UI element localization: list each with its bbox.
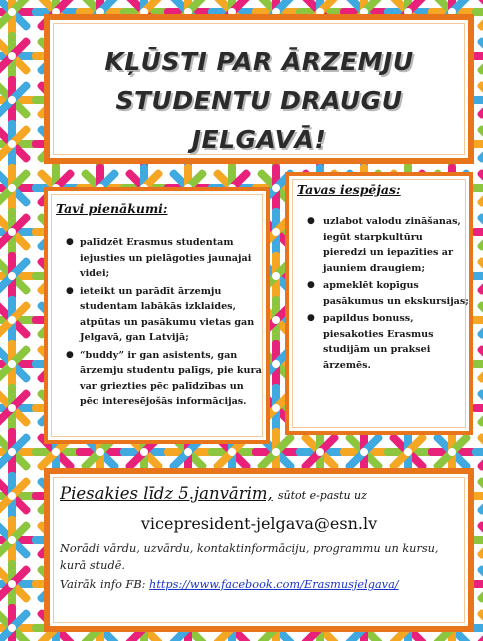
duty-text: “buddy” ir gan asistents, gan ārzemju studentu palīgs, pie kura var griezties pēc palīdzības un pēc interesējošās informācijas. — [80, 349, 262, 407]
opportunity-text: uzlabot valodu zināšanas, iegūt starpkultūru pieredzi un iepazīties ar jauniem draugiem; — [323, 216, 461, 274]
pattern-center — [8, 360, 16, 368]
pattern-star — [0, 0, 36, 36]
apply-panel — [44, 468, 474, 632]
pattern-star — [472, 164, 483, 212]
pattern-center — [272, 360, 280, 368]
pattern-star — [0, 516, 36, 564]
pattern-star — [0, 120, 36, 168]
pattern-center — [8, 8, 16, 16]
pattern-bar — [472, 360, 483, 368]
opportunities-heading: Tavas iespējas: — [297, 182, 401, 197]
pattern-center — [8, 580, 16, 588]
apply-line — [60, 484, 367, 503]
pattern-bar — [472, 448, 483, 456]
title-line-1: KĻŪSTI PAR ĀRZEMJU — [104, 47, 414, 76]
pattern-center — [8, 140, 16, 148]
pattern-center — [8, 448, 16, 456]
pattern-star — [0, 296, 36, 344]
pattern-center — [228, 448, 236, 456]
pattern-center — [448, 448, 456, 456]
duty-text: ieteikt un parādīt ārzemju studentam labākās izklaides, atpūtas un pasākumu vietas gan Jelgavā, gan Latvijā; — [80, 285, 255, 343]
opportunity-text: apmeklēt kopīgus pasākumus un ekskursijas; — [323, 280, 469, 307]
email-address[interactable]: vicepresident-jelgava@esn.lv — [140, 514, 378, 533]
pattern-bar — [472, 272, 483, 280]
facebook-link[interactable]: https://www.facebook.com/Erasmusjelgava/ — [149, 578, 399, 591]
pattern-center — [8, 316, 16, 324]
bullet-icon: ● — [66, 349, 74, 360]
more-info-line — [60, 578, 399, 591]
pattern-star — [0, 340, 36, 388]
pattern-bar — [472, 316, 483, 324]
pattern-star — [472, 252, 483, 300]
bullet-icon: ● — [307, 313, 315, 323]
opportunities-panel — [285, 172, 473, 435]
pattern-center — [8, 52, 16, 60]
pattern-bar — [472, 404, 483, 412]
pattern-center — [52, 448, 60, 456]
pattern-center — [272, 316, 280, 324]
pattern-center — [8, 492, 16, 500]
opportunities-list — [297, 214, 469, 375]
pattern-center — [140, 448, 148, 456]
pattern-center — [272, 448, 280, 456]
pattern-center — [316, 448, 324, 456]
more-info-label: Vairāk info FB: — [60, 578, 146, 591]
pattern-star — [0, 164, 36, 212]
pattern-star — [472, 340, 483, 388]
pattern-star — [0, 208, 36, 256]
pattern-star — [0, 384, 36, 432]
pattern-star — [472, 296, 483, 344]
duties-heading: Tavi pienākumi: — [56, 201, 168, 216]
pattern-center — [184, 448, 192, 456]
pattern-center — [8, 228, 16, 236]
pattern-star — [472, 384, 483, 432]
pattern-star — [0, 252, 36, 300]
instructions-text: Norādi vārdu, uzvārdu, kontaktinformāciju, programmu un kursu, kurā studē. — [60, 542, 439, 572]
pattern-star — [472, 208, 483, 256]
list-item — [60, 235, 264, 282]
pattern-star — [0, 428, 36, 476]
pattern-center — [404, 448, 412, 456]
pattern-star — [0, 32, 36, 80]
title-line-2: STUDENTU DRAUGU — [115, 86, 403, 115]
pattern-star — [0, 76, 36, 124]
pattern-star — [0, 560, 36, 608]
list-item — [60, 348, 264, 410]
bullet-icon: ● — [66, 237, 74, 247]
pattern-center — [272, 184, 280, 192]
pattern-center — [360, 448, 368, 456]
duties-list — [60, 235, 264, 412]
pattern-center — [8, 536, 16, 544]
duty-text: palīdzēt Erasmus studentam iejusties un pielāgoties jaunajai videi; — [80, 237, 252, 279]
pattern-center — [96, 448, 104, 456]
pattern-star — [0, 604, 36, 641]
list-item — [297, 214, 469, 276]
pattern-center — [8, 96, 16, 104]
pattern-center — [8, 624, 16, 632]
bullet-icon: ● — [66, 285, 74, 296]
bullet-icon: ● — [307, 280, 315, 290]
method-text: sūtot e-pastu uz — [277, 489, 367, 502]
pattern-star — [0, 472, 36, 520]
title-panel — [44, 14, 474, 164]
list-item — [297, 311, 469, 373]
pattern-center — [8, 404, 16, 412]
list-item — [297, 278, 469, 309]
page-title — [50, 42, 468, 159]
list-item — [60, 284, 264, 346]
pattern-bar — [472, 184, 483, 192]
opportunity-text: papildus bonuss, piesakoties Erasmus studijām un praksei ārzemēs. — [323, 313, 434, 371]
deadline-text: Piesakies līdz 5.janvārim, — [60, 484, 273, 503]
bullet-icon: ● — [307, 216, 315, 226]
duties-panel — [44, 187, 270, 444]
pattern-center — [272, 404, 280, 412]
pattern-center — [8, 184, 16, 192]
pattern-center — [272, 272, 280, 280]
pattern-center — [8, 272, 16, 280]
title-line-3: JELGAVĀ! — [191, 125, 327, 154]
pattern-bar — [472, 228, 483, 236]
pattern-center — [272, 228, 280, 236]
